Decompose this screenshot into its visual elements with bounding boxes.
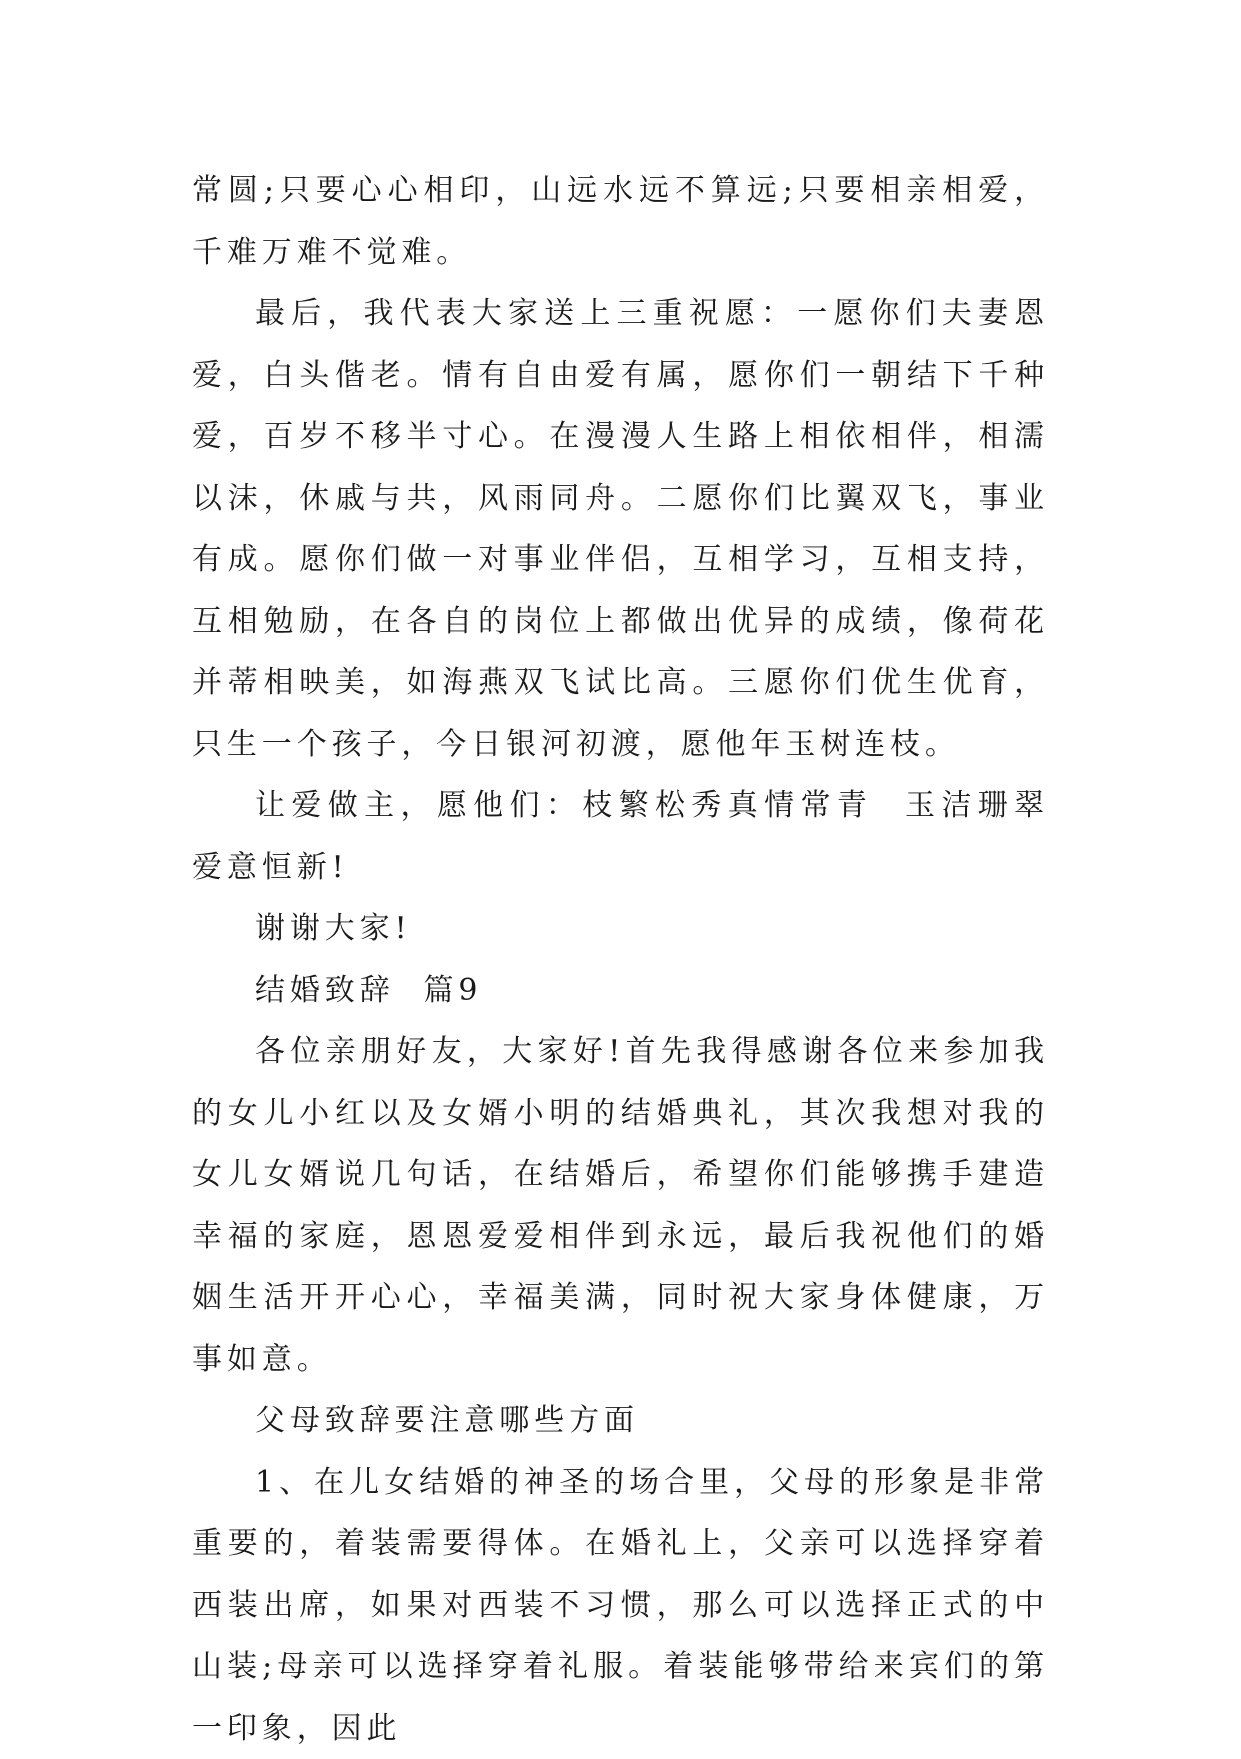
paragraph-thanks: 谢谢大家! (192, 898, 1049, 960)
paragraph-speech: 各位亲朋好友，大家好!首先我得感谢各位来参加我的女儿小红以及女婿小明的结婚典礼，其次我想对我的女儿女婿说几句话，在结婚后，希望你们能够携手建造幸福的家庭，恩恩爱爱相伴到永远，最后我祝他们的婚姻生活开开心心，幸福美满，同时祝大家身体健康，万事如意。 (192, 1021, 1049, 1390)
paragraph-continuation: 常圆;只要心心相印，山远水远不算远;只要相亲相爱，千难万难不觉难。 (192, 160, 1049, 283)
subheading: 父母致辞要注意哪些方面 (192, 1390, 1049, 1452)
document-body (192, 160, 1049, 1759)
paragraph-blessing: 让爱做主，愿他们：枝繁松秀真情常青 玉洁珊翠爱意恒新! (192, 775, 1049, 898)
paragraph-three-wishes: 最后，我代表大家送上三重祝愿：一愿你们夫妻恩爱，白头偕老。情有自由爱有属，愿你们一朝结下千种爱，百岁不移半寸心。在漫漫人生路上相依相伴，相濡以沫，休戚与共，风雨同舟。二愿你们比翼双飞，事业有成。愿你们做一对事业伴侣，互相学习，互相支持，互相勉励，在各自的岗位上都做出优异的成绩，像荷花并蒂相映美，如海燕双飞试比高。三愿你们优生优育，只生一个孩子，今日银河初渡，愿他年玉树连枝。 (192, 283, 1049, 775)
section-heading: 结婚致辞 篇9 (192, 960, 1049, 1022)
paragraph-point-1: 1、在儿女结婚的神圣的场合里，父母的形象是非常重要的，着装需要得体。在婚礼上，父亲可以选择穿着西装出席，如果对西装不习惯，那么可以选择正式的中山装;母亲可以选择穿着礼服。着装能够带给来宾们的第一印象，因此 (192, 1452, 1049, 1759)
